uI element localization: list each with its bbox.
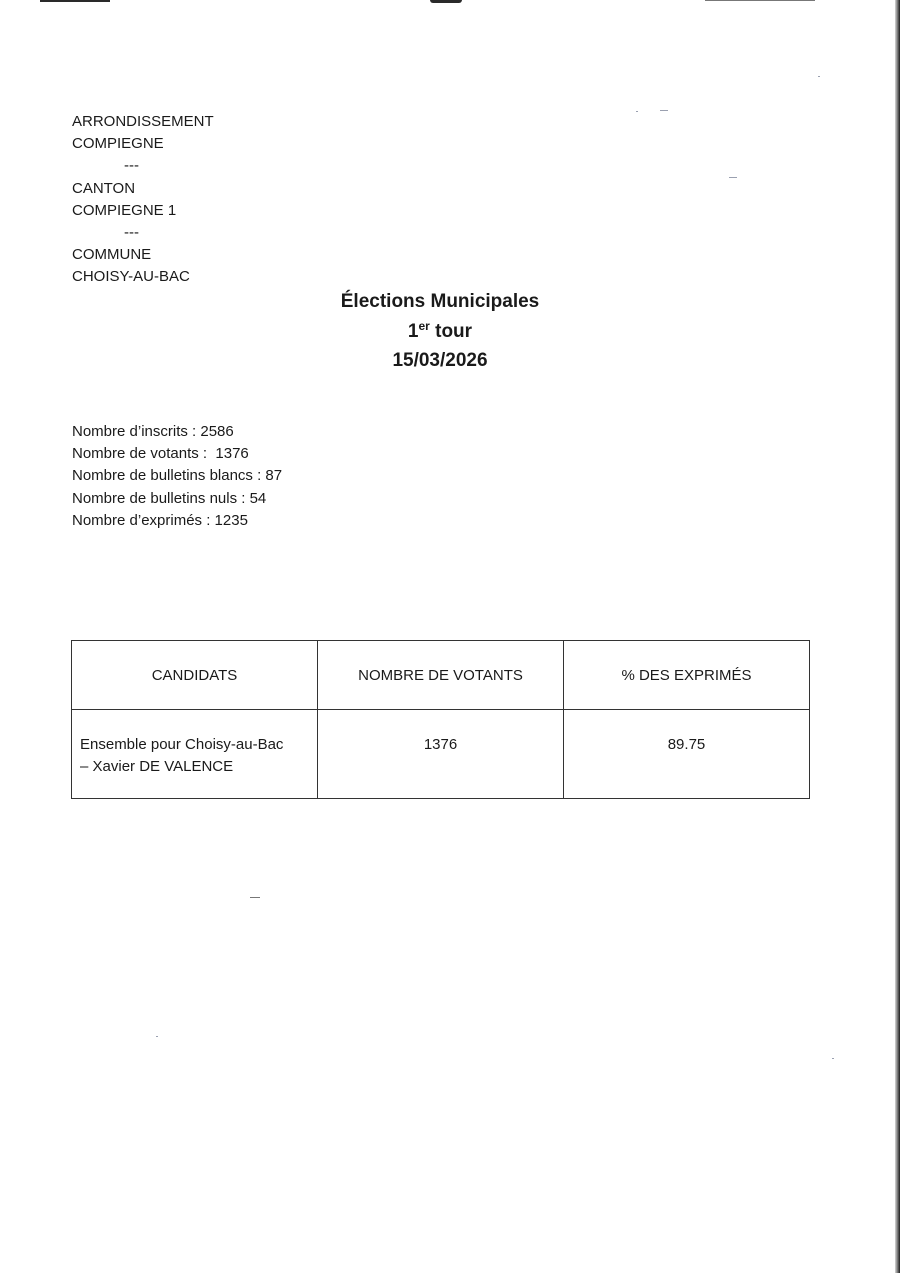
results-table bbox=[71, 640, 810, 799]
candidate-head-name: – Xavier DE VALENCE bbox=[80, 758, 234, 775]
arrondissement-label: ARRONDISSEMENT bbox=[72, 113, 214, 130]
scan-speck bbox=[832, 1058, 834, 1059]
round-number: 1 bbox=[407, 320, 419, 342]
column-header-candidates: CANDIDATS bbox=[72, 641, 318, 710]
stat-votants: Nombre de votants : 1376 bbox=[72, 445, 249, 463]
scan-edge bbox=[895, 0, 900, 1273]
table-header-row bbox=[72, 641, 810, 710]
stat-blancs: Nombre de bulletins blancs : 87 bbox=[72, 467, 283, 485]
candidate-list-name: Ensemble pour Choisy-au-Bac bbox=[80, 736, 284, 753]
administrative-header bbox=[72, 111, 214, 289]
canton-value: COMPIEGNE 1 bbox=[72, 201, 177, 219]
scan-speck bbox=[250, 897, 260, 898]
column-header-percent: % DES EXPRIMÉS bbox=[564, 641, 810, 710]
arrondissement-value: COMPIEGNE bbox=[72, 135, 164, 153]
separator: --- bbox=[124, 224, 139, 242]
table-row bbox=[72, 710, 810, 799]
election-date: 15/03/2026 bbox=[392, 350, 488, 371]
candidate-cell bbox=[72, 710, 318, 799]
round-suffix: er bbox=[418, 318, 430, 333]
commune-value: CHOISY-AU-BAC bbox=[72, 268, 190, 286]
election-title: Élections Municipales bbox=[340, 291, 540, 312]
scan-mark bbox=[430, 0, 462, 3]
column-header-votes: NOMBRE DE VOTANTS bbox=[318, 641, 564, 710]
scan-mark bbox=[705, 0, 815, 1]
canton-label: CANTON bbox=[72, 179, 136, 197]
commune-label: COMMUNE bbox=[72, 246, 152, 264]
document-title bbox=[300, 287, 580, 376]
scan-speck bbox=[818, 76, 820, 77]
stat-inscrits: Nombre d’inscrits : 2586 bbox=[72, 423, 234, 440]
votes-cell: 1376 bbox=[318, 710, 564, 799]
percent-cell: 89.75 bbox=[564, 710, 810, 799]
scan-speck bbox=[636, 111, 638, 112]
election-round bbox=[300, 317, 580, 347]
scan-speck bbox=[660, 110, 668, 111]
stat-nuls: Nombre de bulletins nuls : 54 bbox=[72, 489, 267, 507]
scan-speck bbox=[156, 1036, 158, 1037]
round-word: tour bbox=[435, 320, 473, 342]
scan-mark bbox=[40, 0, 110, 2]
scan-speck bbox=[729, 177, 737, 178]
voting-statistics bbox=[72, 421, 282, 532]
separator: --- bbox=[124, 157, 139, 175]
stat-exprimes: Nombre d’exprimés : 1235 bbox=[72, 511, 248, 529]
